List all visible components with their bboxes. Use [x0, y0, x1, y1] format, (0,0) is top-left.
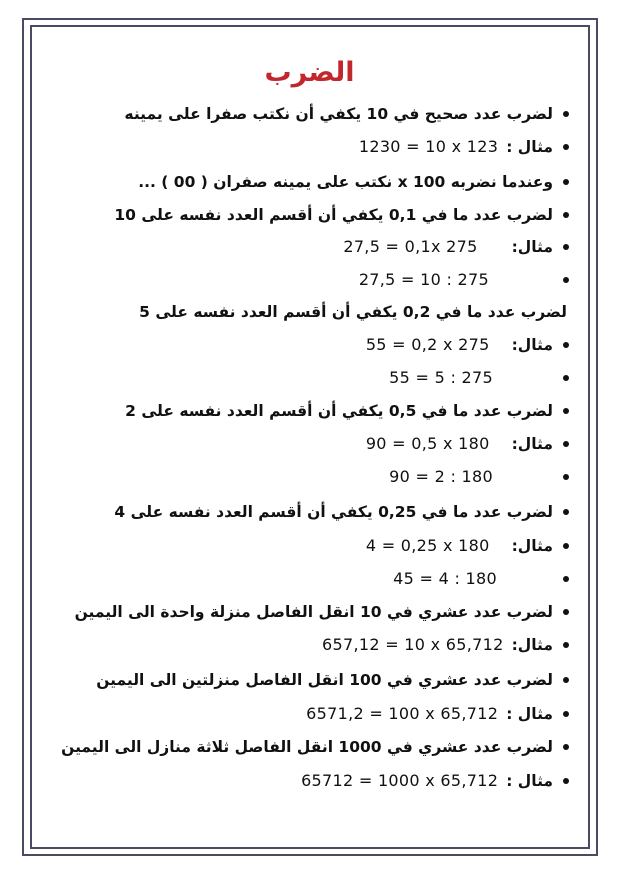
example-label: مثال : — [506, 772, 553, 790]
bullet-icon — [563, 509, 569, 515]
rule-text: لضرب عدد عشري في 100 انقل الفاصل منزلتين الى اليمين — [96, 671, 553, 689]
list-item — [96, 666, 569, 694]
bullet-icon — [563, 441, 569, 447]
bullet-icon — [563, 244, 569, 250]
rule-text: لضرب عدد ما في 0,25 يكفي أن أقسم العدد نفسه على 4 — [114, 503, 553, 521]
bullet-icon — [563, 342, 569, 348]
example-label: مثال: — [511, 238, 553, 256]
list-item — [114, 498, 569, 526]
rule-text: لضرب عدد صحيح في 10 يكفي أن نكتب صفرا على يمينه — [124, 105, 553, 123]
example-equation: 65712 = 1000 x 65,712 — [301, 771, 499, 790]
list-item — [61, 733, 569, 761]
example-equation: 90 = 0,5 x 180 — [365, 434, 490, 453]
list-item — [75, 598, 569, 626]
rule-text: لضرب عدد ما في 0,2 يكفي أن أقسم العدد نفسه على 5 — [139, 303, 567, 321]
list-item — [393, 565, 569, 593]
example-equation: 27,5 = 10 : 275 — [358, 270, 489, 289]
example-equation: 1230 = 10 x 123 — [358, 137, 499, 156]
list-item — [366, 532, 569, 560]
bullet-icon — [563, 212, 569, 218]
list-item — [389, 463, 569, 491]
example-label: مثال: — [511, 636, 553, 654]
example-equation: 6571,2 = 100 x 65,712 — [306, 704, 499, 723]
bullet-icon — [563, 543, 569, 549]
example-label: مثال : — [506, 138, 553, 156]
bullet-icon — [563, 474, 569, 480]
bullet-icon — [563, 711, 569, 717]
example-equation: 55 = 0,2 x 275 — [365, 335, 490, 354]
list-item — [366, 331, 569, 359]
list-item — [301, 767, 569, 795]
example-equation: 4 = 0,25 x 180 — [365, 536, 490, 555]
example-equation: 45 = 4 : 180 — [393, 569, 497, 588]
example-equation: 27,5 = 0,1x 275 — [343, 237, 478, 256]
example-equation: 90 = 2 : 180 — [389, 467, 493, 486]
rule-text: لضرب عدد ما في 0,5 يكفي أن أقسم العدد نفسه على 2 — [125, 402, 553, 420]
list-item — [114, 201, 569, 229]
bullet-icon — [563, 144, 569, 150]
rule-text: وعندما نضربه x 100 نكتب على يمينه صفران ( 00 ) ... — [138, 173, 553, 191]
bullet-icon — [563, 375, 569, 381]
list-item — [389, 364, 569, 392]
bullet-icon — [563, 111, 569, 117]
bullet-icon — [563, 576, 569, 582]
bullet-icon — [563, 179, 569, 185]
list-item — [366, 430, 569, 458]
example-label: مثال: — [511, 537, 553, 555]
page-title: الضرب — [264, 57, 355, 88]
bullet-icon — [563, 744, 569, 750]
list-item — [359, 266, 569, 294]
bullet-icon — [563, 677, 569, 683]
bullet-icon — [563, 642, 569, 648]
rule-text: لضرب عدد ما في 0,1 يكفي أن أقسم العدد نفسه على 10 — [114, 206, 553, 224]
list-item — [139, 298, 567, 326]
example-label: مثال: — [511, 336, 553, 354]
list-item — [125, 397, 569, 425]
bullet-icon — [563, 277, 569, 283]
example-label: مثال : — [506, 705, 553, 723]
bullet-icon — [563, 778, 569, 784]
list-item — [138, 168, 569, 196]
list-item — [359, 133, 569, 161]
bullet-icon — [563, 609, 569, 615]
bullet-icon — [563, 408, 569, 414]
list-item — [343, 233, 569, 261]
list-item — [124, 100, 569, 128]
example-equation: 55 = 5 : 275 — [389, 368, 493, 387]
list-item — [322, 631, 569, 659]
rule-text: لضرب عدد عشري في 10 انقل الفاصل منزلة واحدة الى اليمين — [74, 603, 553, 621]
list-item — [306, 700, 569, 728]
rule-text: لضرب عدد عشري في 1000 انقل الفاصل ثلاثة منازل الى اليمين — [61, 738, 553, 756]
example-equation: 657,12 = 10 x 65,712 — [322, 635, 504, 654]
example-label: مثال: — [511, 435, 553, 453]
